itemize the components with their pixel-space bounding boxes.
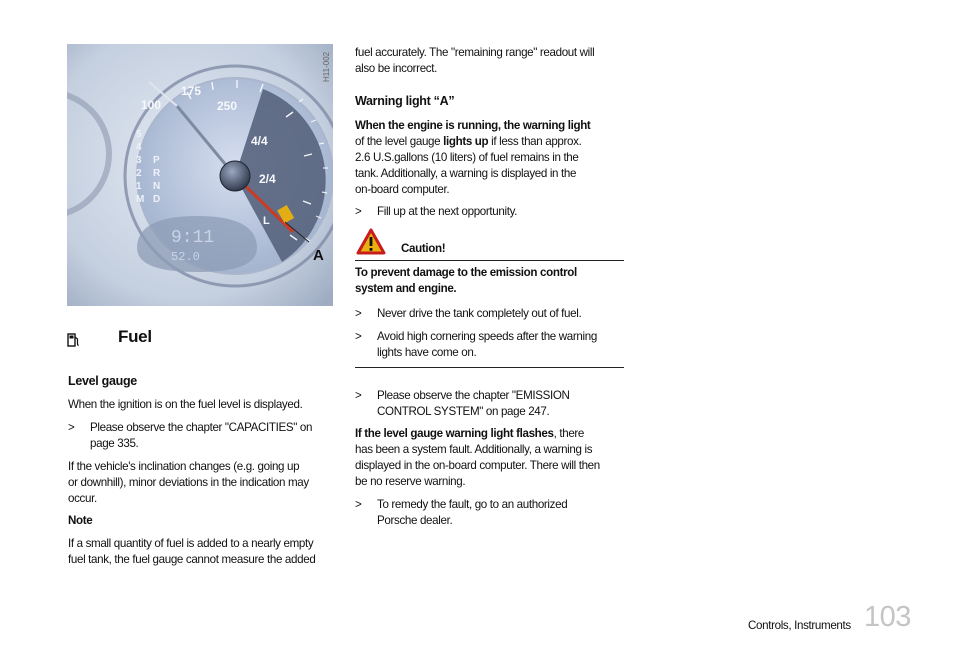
gear-1: 1 xyxy=(136,181,142,192)
section-title: Fuel xyxy=(118,327,152,346)
gear-2: 2 xyxy=(136,168,142,179)
gear-4: 4 xyxy=(136,142,142,153)
paragraph-level-intro: When the ignition is on the fuel level is displayed. xyxy=(68,398,303,411)
note-heading: Note xyxy=(68,514,93,527)
display-time: 9:11 xyxy=(171,228,215,248)
subheading-warning-light: Warning light “A” xyxy=(355,94,455,108)
gear-d: D xyxy=(153,194,161,205)
caution-label: Caution! xyxy=(401,242,446,255)
gear-m: M xyxy=(136,194,145,205)
warning-triangle-icon xyxy=(356,228,386,255)
caution-bottom-rule xyxy=(355,367,624,368)
bullet-fill-up: > Fill up at the next opportunity. xyxy=(355,205,518,218)
bullet-cornering: > Avoid high cornering speeds after the warning lights have come on. xyxy=(355,330,597,359)
gear-n: N xyxy=(153,181,161,192)
bullet-marker: > xyxy=(68,421,75,434)
bullet-never-drive-empty: > Never drive the tank completely out of fuel. xyxy=(355,307,582,320)
subheading-level-gauge: Level gauge xyxy=(68,374,137,388)
display-value: 52.0 xyxy=(171,250,200,264)
paragraph-flashing: If the level gauge warning light flashes, there has been a system fault. Additionally, a warning is displayed in the on-board computer. There will then be no reserve warning. xyxy=(355,427,600,488)
fuel-gauge-illustration xyxy=(67,44,333,306)
gear-5: 5 xyxy=(136,129,142,140)
page-number: 103 xyxy=(864,601,911,633)
paragraph-warning: When the engine is running, the warning light of the level gauge lights up if less than approx. 2.6 U.S.gallons (10 liters) of fuel remains in the tank. Additionally, a warning is displayed in the on-board computer. xyxy=(355,119,591,196)
gauge-mark-2-4: 2/4 xyxy=(259,172,276,186)
figure-code: H11-002 xyxy=(322,51,331,82)
bullet-capacities: > Please observe the chapter "CAPACITIES" on page 335. xyxy=(68,421,313,450)
paragraph-note: If a small quantity of fuel is added to a nearly empty fuel tank, the fuel gauge cannot measure the added xyxy=(68,537,316,566)
callout-a: A xyxy=(313,247,324,264)
paragraph-inclination: If the vehicle's inclination changes (e.g. going up or downhill), minor deviations in the indication may occur. xyxy=(68,460,309,505)
gauge-mark-4-4: 4/4 xyxy=(251,134,268,148)
gauge-mark-250: 250 xyxy=(217,99,238,113)
caution-statement: To prevent damage to the emission control system and engine. xyxy=(355,266,577,295)
gear-r: R xyxy=(153,168,161,179)
footer-section-name: Controls, Instruments xyxy=(748,619,851,632)
paragraph-continued: fuel accurately. The "remaining range" readout will also be incorrect. xyxy=(355,46,595,75)
gauge-mark-100: 100 xyxy=(141,98,162,112)
bullet-emission-chapter: > Please observe the chapter "EMISSION CONTROL SYSTEM" on page 247. xyxy=(355,389,570,418)
gear-3: 3 xyxy=(136,155,142,166)
fuel-pump-icon xyxy=(67,333,80,347)
gauge-mark-175: 175 xyxy=(181,84,202,98)
caution-top-rule xyxy=(355,260,624,261)
bullet-dealer: > To remedy the fault, go to an authorized Porsche dealer. xyxy=(355,498,568,527)
svg-text:L: L xyxy=(263,215,270,227)
gear-p: P xyxy=(153,155,160,166)
